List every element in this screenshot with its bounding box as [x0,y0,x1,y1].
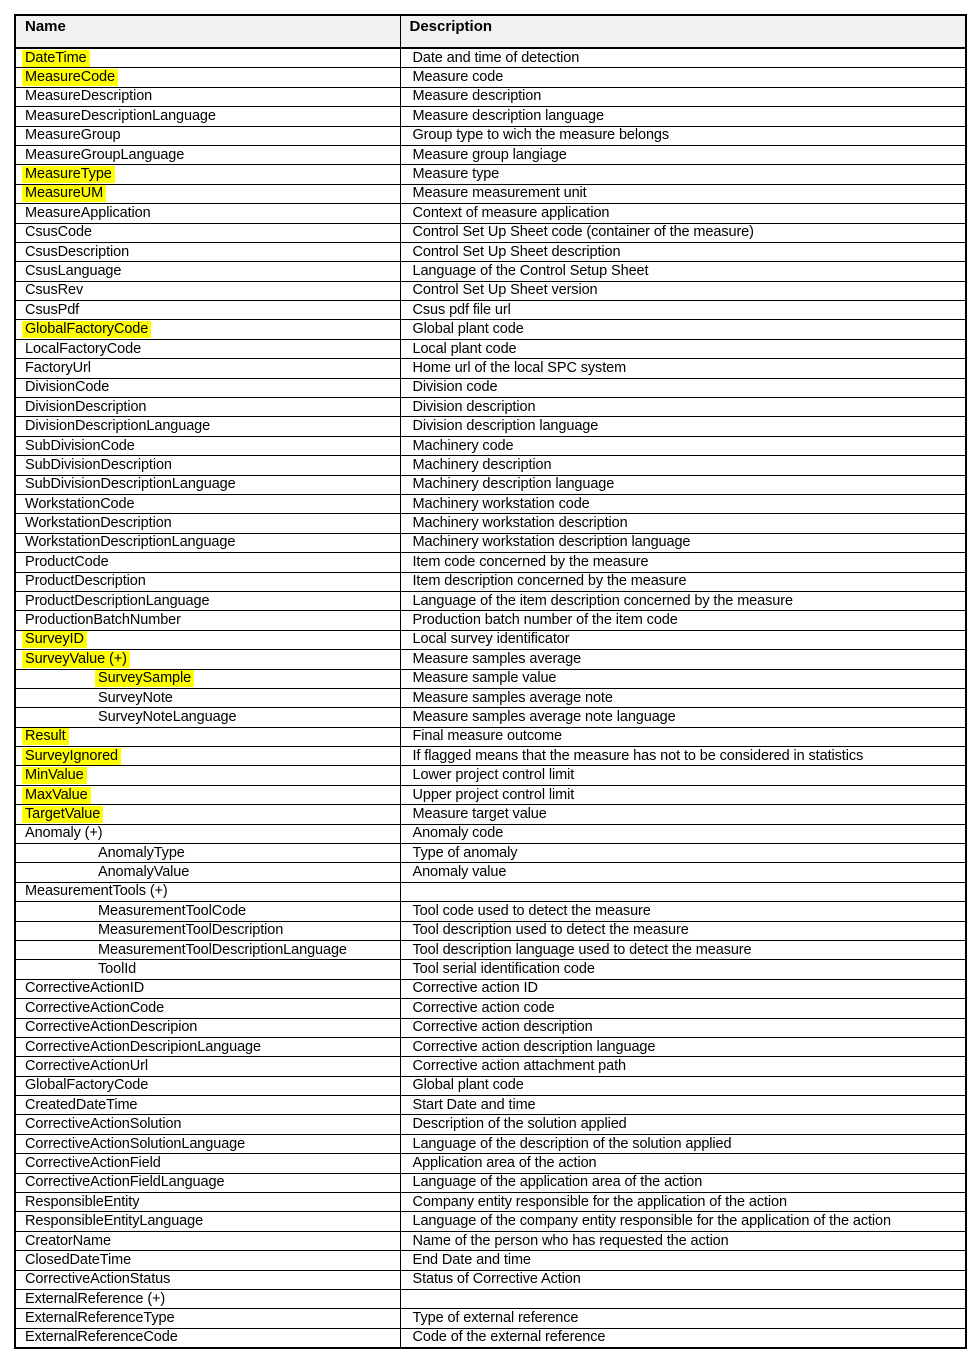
field-description-cell: Item description concerned by the measure [400,572,966,591]
table-row [15,68,966,87]
table-row [15,339,966,358]
table-row [15,630,966,649]
table-row [15,1231,966,1250]
field-name-cell: MeasureDescriptionLanguage [15,107,400,126]
field-description-cell: Machinery workstation description language [400,533,966,552]
field-name-cell: DivisionDescription [15,398,400,417]
header-row [15,15,966,48]
highlighted-field-name: MeasureUM [22,185,106,202]
col-header-name: Name [15,15,400,48]
field-name-cell: CorrectiveActionID [15,979,400,998]
field-description-cell: Corrective action code [400,999,966,1018]
table-row [15,1134,966,1153]
table-row [15,1154,966,1173]
highlighted-field-name: MeasureCode [22,69,118,86]
table-row [15,126,966,145]
field-name-cell: Anomaly (+) [15,824,400,843]
field-name-cell [15,669,400,688]
table-row [15,1057,966,1076]
table-row [15,591,966,610]
field-name-cell: MeasureGroupLanguage [15,145,400,164]
field-description-cell: Date and time of detection [400,48,966,68]
field-description-cell: Csus pdf file url [400,301,966,320]
highlighted-field-name: DateTime [22,50,90,67]
table-row [15,1290,966,1309]
table-row [15,533,966,552]
field-description-cell: Measure code [400,68,966,87]
field-description-cell: Local survey identificator [400,630,966,649]
table-row [15,145,966,164]
highlighted-field-name: SurveyIgnored [22,748,121,765]
highlighted-field-name: SurveySample [95,670,194,687]
field-description-cell: Machinery workstation code [400,494,966,513]
table-row [15,902,966,921]
field-description-cell: Anomaly code [400,824,966,843]
field-name-cell: LocalFactoryCode [15,339,400,358]
table-row [15,1018,966,1037]
table-row [15,708,966,727]
field-description-cell: Final measure outcome [400,727,966,746]
field-name-cell: ProductionBatchNumber [15,611,400,630]
field-description-cell: Tool serial identification code [400,960,966,979]
field-description-cell: Measure samples average note [400,688,966,707]
field-name-cell: ResponsibleEntity [15,1193,400,1212]
table-row [15,611,966,630]
field-description-cell: Control Set Up Sheet version [400,281,966,300]
table-row [15,320,966,339]
table-row [15,514,966,533]
field-name-cell: MeasureGroup [15,126,400,145]
field-name-cell: CsusPdf [15,301,400,320]
field-name-cell: CorrectiveActionDescripion [15,1018,400,1037]
field-description-cell: Machinery code [400,436,966,455]
table-row [15,727,966,746]
highlighted-field-name: SurveyValue (+) [22,651,130,668]
field-description-cell: Corrective action attachment path [400,1057,966,1076]
field-description-cell: Measure description [400,87,966,106]
table-body [15,48,966,1348]
table-row [15,979,966,998]
table-row [15,921,966,940]
table-row [15,165,966,184]
field-name-cell: CorrectiveActionDescripionLanguage [15,1037,400,1056]
field-description-cell [400,882,966,901]
field-name-cell: MeasurementToolDescriptionLanguage [15,940,400,959]
table-row [15,223,966,242]
field-description-cell: Anomaly value [400,863,966,882]
field-description-cell: Measure description language [400,107,966,126]
field-description-cell: Measure sample value [400,669,966,688]
field-description-cell: Measure measurement unit [400,184,966,203]
table-row [15,669,966,688]
field-description-cell: If flagged means that the measure has not to be considered in statistics [400,747,966,766]
table-row [15,475,966,494]
table-row [15,805,966,824]
field-name-cell [15,650,400,669]
table-row [15,48,966,68]
field-description-cell: Control Set Up Sheet code (container of the measure) [400,223,966,242]
highlighted-field-name: MaxValue [22,787,91,804]
field-name-cell: ProductDescription [15,572,400,591]
field-name-cell: ProductCode [15,553,400,572]
field-description-cell: Language of the application area of the action [400,1173,966,1192]
table-row [15,456,966,475]
field-name-cell: CsusLanguage [15,262,400,281]
field-name-cell [15,165,400,184]
table-row [15,378,966,397]
field-name-cell [15,68,400,87]
field-name-cell: ExternalReference (+) [15,1290,400,1309]
table-row [15,844,966,863]
highlighted-field-name: Result [22,728,69,745]
field-description-cell: Item code concerned by the measure [400,553,966,572]
field-description-cell: Status of Corrective Action [400,1270,966,1289]
table-row [15,1173,966,1192]
field-name-cell: CsusDescription [15,242,400,261]
field-name-cell: CreatorName [15,1231,400,1250]
field-name-cell: GlobalFactoryCode [15,1076,400,1095]
field-name-cell: CorrectiveActionStatus [15,1270,400,1289]
field-description-cell: Code of the external reference [400,1328,966,1348]
table-row [15,747,966,766]
field-name-cell: CsusRev [15,281,400,300]
table-row [15,204,966,223]
field-name-cell [15,747,400,766]
field-name-cell: FactoryUrl [15,359,400,378]
field-description-cell: Start Date and time [400,1096,966,1115]
table-row [15,999,966,1018]
field-description-cell: Measure target value [400,805,966,824]
table-row [15,436,966,455]
field-name-cell: MeasurementToolCode [15,902,400,921]
field-description-cell: Machinery description language [400,475,966,494]
field-name-cell [15,785,400,804]
table-row [15,262,966,281]
field-name-cell: CorrectiveActionField [15,1154,400,1173]
field-description-cell: Language of the company entity responsible for the application of the action [400,1212,966,1231]
table-row [15,766,966,785]
col-header-description: Description [400,15,966,48]
field-name-cell: SubDivisionDescription [15,456,400,475]
field-description-cell: Measure group langiage [400,145,966,164]
field-description-cell: Language of the Control Setup Sheet [400,262,966,281]
table-row [15,572,966,591]
field-description-cell [400,1290,966,1309]
field-name-cell: CsusCode [15,223,400,242]
table-row [15,688,966,707]
field-description-cell: Corrective action description language [400,1037,966,1056]
field-description-cell: Tool code used to detect the measure [400,902,966,921]
table-row [15,960,966,979]
table-row [15,1309,966,1328]
table-row [15,1076,966,1095]
table-row [15,1193,966,1212]
table-row [15,494,966,513]
table-row [15,1212,966,1231]
field-description-cell: Control Set Up Sheet description [400,242,966,261]
field-name-cell: WorkstationDescriptionLanguage [15,533,400,552]
field-description-cell: Name of the person who has requested the action [400,1231,966,1250]
table-row [15,1251,966,1270]
field-name-cell: MeasurementToolDescription [15,921,400,940]
field-name-cell: ResponsibleEntityLanguage [15,1212,400,1231]
field-description-cell: Global plant code [400,320,966,339]
highlighted-field-name: TargetValue [22,806,103,823]
field-name-cell: MeasurementTools (+) [15,882,400,901]
field-description-cell: Corrective action ID [400,979,966,998]
field-description-cell: Description of the solution applied [400,1115,966,1134]
field-name-cell: SubDivisionCode [15,436,400,455]
field-description-cell: Tool description used to detect the measure [400,921,966,940]
highlighted-field-name: SurveyID [22,631,87,648]
table-row [15,882,966,901]
table-row [15,785,966,804]
field-name-cell: CorrectiveActionSolution [15,1115,400,1134]
field-name-cell: MeasureApplication [15,204,400,223]
field-description-cell: Division code [400,378,966,397]
table-row [15,301,966,320]
field-description-cell: End Date and time [400,1251,966,1270]
field-name-cell: DivisionCode [15,378,400,397]
field-name-cell: AnomalyType [15,844,400,863]
field-name-cell: CorrectiveActionCode [15,999,400,1018]
field-name-cell: WorkstationDescription [15,514,400,533]
field-name-cell [15,48,400,68]
field-description-cell: Type of external reference [400,1309,966,1328]
table-row [15,281,966,300]
field-description-cell: Production batch number of the item code [400,611,966,630]
table-row [15,87,966,106]
table-row [15,398,966,417]
table-row [15,1328,966,1348]
field-name-cell: CorrectiveActionUrl [15,1057,400,1076]
field-description-cell: Upper project control limit [400,785,966,804]
field-name-cell [15,630,400,649]
field-name-cell: AnomalyValue [15,863,400,882]
field-description-cell: Measure samples average note language [400,708,966,727]
table-row [15,242,966,261]
field-name-cell: ToolId [15,960,400,979]
highlighted-field-name: MinValue [22,767,87,784]
table-row [15,1037,966,1056]
field-name-cell: WorkstationCode [15,494,400,513]
field-name-cell: ClosedDateTime [15,1251,400,1270]
field-description-cell: Language of the description of the solution applied [400,1134,966,1153]
field-name-cell: ProductDescriptionLanguage [15,591,400,610]
field-name-cell: ExternalReferenceCode [15,1328,400,1348]
field-description-cell: Application area of the action [400,1154,966,1173]
field-name-cell: MeasureDescription [15,87,400,106]
table-row [15,824,966,843]
field-description-cell: Measure samples average [400,650,966,669]
field-name-cell: ExternalReferenceType [15,1309,400,1328]
table-row [15,417,966,436]
table-row [15,1096,966,1115]
field-name-cell [15,805,400,824]
field-name-cell [15,320,400,339]
spec-table [14,14,967,1349]
table-row [15,553,966,572]
table-row [15,940,966,959]
field-description-cell: Lower project control limit [400,766,966,785]
field-name-cell: SurveyNote [15,688,400,707]
table-row [15,1270,966,1289]
field-description-cell: Machinery workstation description [400,514,966,533]
field-description-cell: Measure type [400,165,966,184]
field-description-cell: Local plant code [400,339,966,358]
field-description-cell: Type of anomaly [400,844,966,863]
field-name-cell: SurveyNoteLanguage [15,708,400,727]
table-row [15,107,966,126]
highlighted-field-name: MeasureType [22,166,115,183]
field-name-cell [15,184,400,203]
field-name-cell: SubDivisionDescriptionLanguage [15,475,400,494]
table-row [15,863,966,882]
highlighted-field-name: GlobalFactoryCode [22,321,151,338]
field-name-cell: CorrectiveActionSolutionLanguage [15,1134,400,1153]
field-name-cell: CorrectiveActionFieldLanguage [15,1173,400,1192]
table-row [15,1115,966,1134]
field-description-cell: Company entity responsible for the application of the action [400,1193,966,1212]
table-row [15,359,966,378]
field-description-cell: Division description [400,398,966,417]
field-description-cell: Machinery description [400,456,966,475]
field-description-cell: Home url of the local SPC system [400,359,966,378]
field-description-cell: Division description language [400,417,966,436]
field-name-cell: CreatedDateTime [15,1096,400,1115]
field-name-cell [15,766,400,785]
field-name-cell [15,727,400,746]
field-description-cell: Tool description language used to detect the measure [400,940,966,959]
field-description-cell: Language of the item description concerned by the measure [400,591,966,610]
field-description-cell: Context of measure application [400,204,966,223]
table-row [15,650,966,669]
field-description-cell: Global plant code [400,1076,966,1095]
field-description-cell: Corrective action description [400,1018,966,1037]
table-row [15,184,966,203]
field-name-cell: DivisionDescriptionLanguage [15,417,400,436]
field-description-cell: Group type to wich the measure belongs [400,126,966,145]
